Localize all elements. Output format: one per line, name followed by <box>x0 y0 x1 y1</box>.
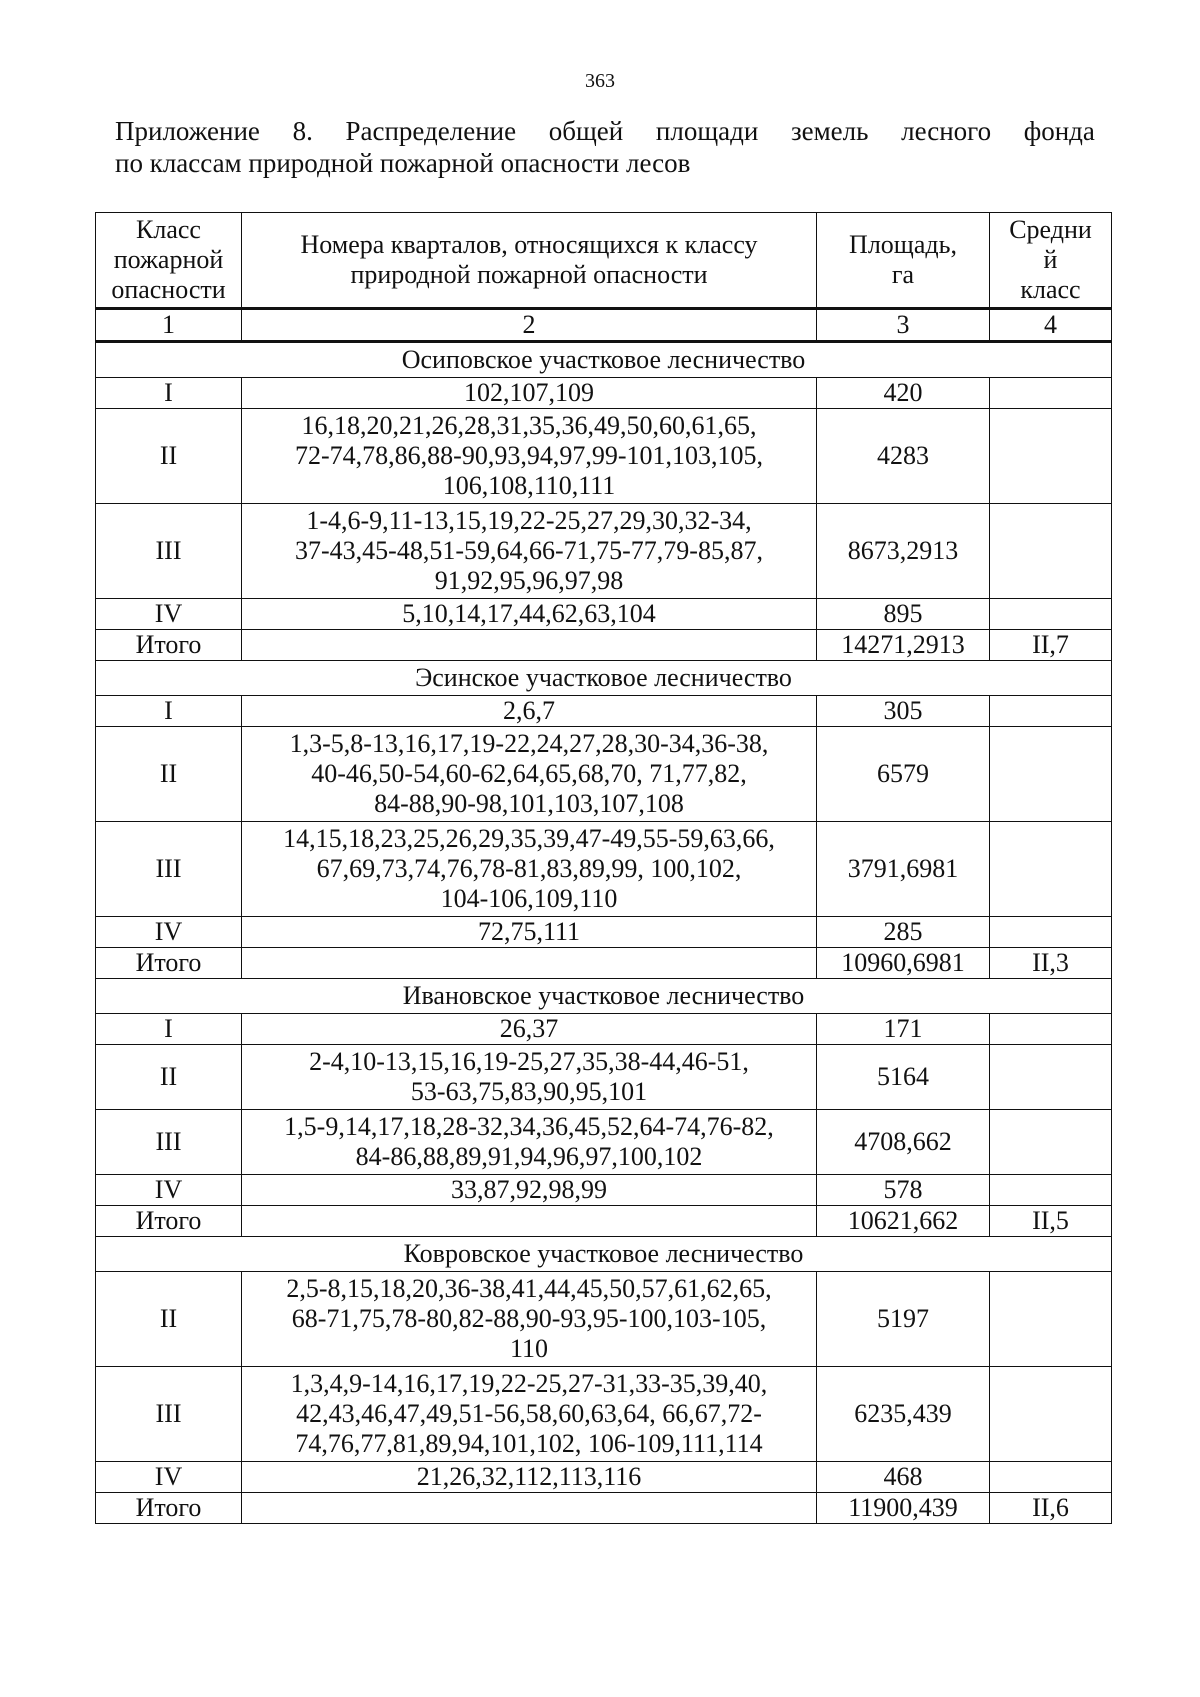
quarters-cell <box>242 504 817 599</box>
area-cell: 11900,439 <box>817 1493 990 1524</box>
table-row <box>96 822 1112 917</box>
area-cell: 4708,662 <box>817 1110 990 1175</box>
heading-word: земель <box>790 116 869 146</box>
cell-line: 1,3,4,9-14,16,17,19,22-25,27-31,33-35,39,40, <box>290 1369 768 1398</box>
area-cell: 10960,6981 <box>817 948 990 979</box>
table-row <box>96 1110 1112 1175</box>
cell-line <box>246 1493 812 1523</box>
average-class-cell <box>990 378 1112 409</box>
table-row <box>96 1014 1112 1045</box>
column-number: 1 <box>96 309 242 342</box>
average-class-cell <box>990 409 1112 504</box>
area-cell: 6235,439 <box>817 1367 990 1462</box>
cell-line: 74,76,77,81,89,94,101,102, 106-109,111,114 <box>295 1429 763 1458</box>
quarters-cell <box>242 696 817 727</box>
quarters-cell <box>242 727 817 822</box>
quarters-cell <box>242 1206 817 1237</box>
class-cell: II <box>96 1045 242 1110</box>
table-row <box>96 1272 1112 1367</box>
class-cell: II <box>96 727 242 822</box>
quarters-cell <box>242 1110 817 1175</box>
class-cell: II <box>96 409 242 504</box>
quarters-cell <box>242 1367 817 1462</box>
table-row <box>96 1462 1112 1493</box>
column-header <box>96 213 242 309</box>
column-number: 3 <box>817 309 990 342</box>
average-class-cell <box>990 822 1112 917</box>
table-row <box>96 696 1112 727</box>
column-number-row <box>96 309 1112 342</box>
table-row <box>96 1493 1112 1524</box>
cell-line: 37-43,45-48,51-59,64,66-71,75-77,79-85,87, <box>295 536 763 565</box>
cell-line: природной пожарной опасности <box>350 260 708 289</box>
class-cell: IV <box>96 599 242 630</box>
average-class-cell <box>990 917 1112 948</box>
cell-line: опасности <box>111 275 226 304</box>
cell-line: 2,5-8,15,18,20,36-38,41,44,45,50,57,61,62,65, <box>286 1274 772 1303</box>
heading-line-2: по классам природной пожарной опасности лесов <box>115 148 691 178</box>
average-class-cell <box>990 1272 1112 1367</box>
table-header-row <box>96 213 1112 309</box>
section-row <box>96 1237 1112 1272</box>
table-row <box>96 378 1112 409</box>
area-cell: 420 <box>817 378 990 409</box>
cell-line: 40-46,50-54,60-62,64,65,68,70, 71,77,82, <box>311 759 747 788</box>
average-class-cell <box>990 1175 1112 1206</box>
cell-line: 1,5-9,14,17,18,28-32,34,36,45,52,64-74,76-82, <box>284 1112 774 1141</box>
cell-line: 26,37 <box>499 1014 559 1043</box>
quarters-cell <box>242 630 817 661</box>
area-cell: 5197 <box>817 1272 990 1367</box>
class-cell: III <box>96 504 242 599</box>
cell-line <box>246 948 812 978</box>
column-header <box>990 213 1112 309</box>
class-cell: IV <box>96 1462 242 1493</box>
average-class-cell <box>990 1462 1112 1493</box>
page-number: 363 <box>585 70 615 92</box>
class-cell: IV <box>96 917 242 948</box>
table-row <box>96 1367 1112 1462</box>
section-row <box>96 979 1112 1014</box>
average-class-cell <box>990 1110 1112 1175</box>
fire-danger-table <box>95 212 1112 1524</box>
quarters-cell <box>242 1462 817 1493</box>
cell-line: 102,107,109 <box>464 378 594 407</box>
area-cell: 14271,2913 <box>817 630 990 661</box>
column-number: 2 <box>242 309 817 342</box>
average-class-cell <box>990 599 1112 630</box>
quarters-cell <box>242 378 817 409</box>
cell-line: 42,43,46,47,49,51-56,58,60,63,64, 66,67,72- <box>296 1399 762 1428</box>
heading-word: Распределение <box>345 116 517 146</box>
quarters-cell <box>242 1272 817 1367</box>
cell-line: 104-106,109,110 <box>440 884 618 913</box>
cell-line: 91,92,95,96,97,98 <box>434 566 624 595</box>
section-row <box>96 342 1112 378</box>
average-class-cell: II,6 <box>990 1493 1112 1524</box>
table-row <box>96 1206 1112 1237</box>
cell-line: Площадь, <box>849 230 957 259</box>
average-class-cell <box>990 1045 1112 1110</box>
area-cell: 6579 <box>817 727 990 822</box>
cell-line <box>246 1206 812 1236</box>
cell-line: Класс <box>136 215 201 244</box>
class-cell: Итого <box>96 1206 242 1237</box>
class-cell: III <box>96 1367 242 1462</box>
class-cell: III <box>96 1110 242 1175</box>
cell-line: 2-4,10-13,15,16,19-25,27,35,38-44,46-51, <box>309 1047 749 1076</box>
cell-line: 2,6,7 <box>503 696 555 725</box>
column-header <box>817 213 990 309</box>
heading-word: лесного <box>901 116 992 146</box>
cell-line: 1,3-5,8-13,16,17,19-22,24,27,28,30-34,36-38, <box>289 729 769 758</box>
cell-line: Номера кварталов, относящихся к классу <box>300 230 758 259</box>
average-class-cell: II,3 <box>990 948 1112 979</box>
quarters-cell <box>242 948 817 979</box>
column-header <box>242 213 817 309</box>
cell-line: 33,87,92,98,99 <box>451 1175 607 1204</box>
cell-line: 72-74,78,86,88-90,93,94,97,99-101,103,105, <box>295 441 763 470</box>
average-class-cell <box>990 1014 1112 1045</box>
area-cell: 468 <box>817 1462 990 1493</box>
area-cell: 305 <box>817 696 990 727</box>
area-cell: 171 <box>817 1014 990 1045</box>
class-cell: I <box>96 1014 242 1045</box>
table-row <box>96 727 1112 822</box>
section-title: Ивановское участковое лесничество <box>96 979 1112 1014</box>
area-cell: 895 <box>817 599 990 630</box>
average-class-cell <box>990 727 1112 822</box>
area-cell: 8673,2913 <box>817 504 990 599</box>
quarters-cell <box>242 1045 817 1110</box>
cell-line: 5,10,14,17,44,62,63,104 <box>402 599 656 628</box>
table-row <box>96 1045 1112 1110</box>
class-cell: IV <box>96 1175 242 1206</box>
heading-word: Приложение <box>115 116 260 146</box>
section-title: Эсинское участковое лесничество <box>96 661 1112 696</box>
cell-line: пожарной <box>113 245 224 274</box>
quarters-cell <box>242 917 817 948</box>
section-row <box>96 661 1112 696</box>
table-row <box>96 917 1112 948</box>
class-cell: II <box>96 1272 242 1367</box>
table-row <box>96 599 1112 630</box>
cell-line: 67,69,73,74,76,78-81,83,89,99, 100,102, <box>316 854 742 883</box>
cell-line: Средни <box>1009 215 1092 244</box>
appendix-heading <box>115 115 1095 179</box>
class-cell: Итого <box>96 1493 242 1524</box>
cell-line <box>246 630 812 660</box>
quarters-cell <box>242 1175 817 1206</box>
cell-line: 1-4,6-9,11-13,15,19,22-25,27,29,30,32-34, <box>306 506 752 535</box>
section-title: Осиповское участковое лесничество <box>96 342 1112 378</box>
average-class-cell <box>990 504 1112 599</box>
cell-line: 21,26,32,112,113,116 <box>416 1462 642 1491</box>
table-row <box>96 504 1112 599</box>
cell-line: 16,18,20,21,26,28,31,35,36,49,50,60,61,65, <box>301 411 757 440</box>
cell-line: 72,75,111 <box>477 917 581 946</box>
quarters-cell <box>242 1014 817 1045</box>
class-cell: III <box>96 822 242 917</box>
section-title: Ковровское участковое лесничество <box>96 1237 1112 1272</box>
average-class-cell <box>990 1367 1112 1462</box>
area-cell: 578 <box>817 1175 990 1206</box>
table-row <box>96 1175 1112 1206</box>
table-row <box>96 948 1112 979</box>
quarters-cell <box>242 409 817 504</box>
area-cell: 4283 <box>817 409 990 504</box>
area-cell: 10621,662 <box>817 1206 990 1237</box>
quarters-cell <box>242 599 817 630</box>
cell-line: класс <box>1020 275 1081 304</box>
class-cell: Итого <box>96 948 242 979</box>
average-class-cell <box>990 696 1112 727</box>
cell-line: 110 <box>509 1334 549 1363</box>
average-class-cell: II,7 <box>990 630 1112 661</box>
cell-line: 106,108,110,111 <box>442 471 616 500</box>
cell-line: 68-71,75,78-80,82-88,90-93,95-100,103-105, <box>291 1304 767 1333</box>
cell-line: 14,15,18,23,25,26,29,35,39,47-49,55-59,63,66, <box>283 824 775 853</box>
table-row <box>96 409 1112 504</box>
quarters-cell <box>242 1493 817 1524</box>
cell-line: й <box>1043 245 1058 274</box>
class-cell: I <box>96 696 242 727</box>
heading-word: 8. <box>292 116 313 146</box>
area-cell: 5164 <box>817 1045 990 1110</box>
class-cell: Итого <box>96 630 242 661</box>
area-cell: 3791,6981 <box>817 822 990 917</box>
area-cell: 285 <box>817 917 990 948</box>
table-row <box>96 630 1112 661</box>
cell-line: га <box>891 260 915 289</box>
average-class-cell: II,5 <box>990 1206 1112 1237</box>
heading-word: площади <box>655 116 759 146</box>
heading-line-1 <box>115 115 1095 147</box>
cell-line: 84-86,88,89,91,94,96,97,100,102 <box>355 1142 703 1171</box>
cell-line: 53-63,75,83,90,95,101 <box>410 1077 648 1106</box>
quarters-cell <box>242 822 817 917</box>
class-cell: I <box>96 378 242 409</box>
heading-word: общей <box>548 116 624 146</box>
column-number: 4 <box>990 309 1112 342</box>
cell-line: 84-88,90-98,101,103,107,108 <box>374 789 684 818</box>
heading-word: фонда <box>1023 116 1095 146</box>
